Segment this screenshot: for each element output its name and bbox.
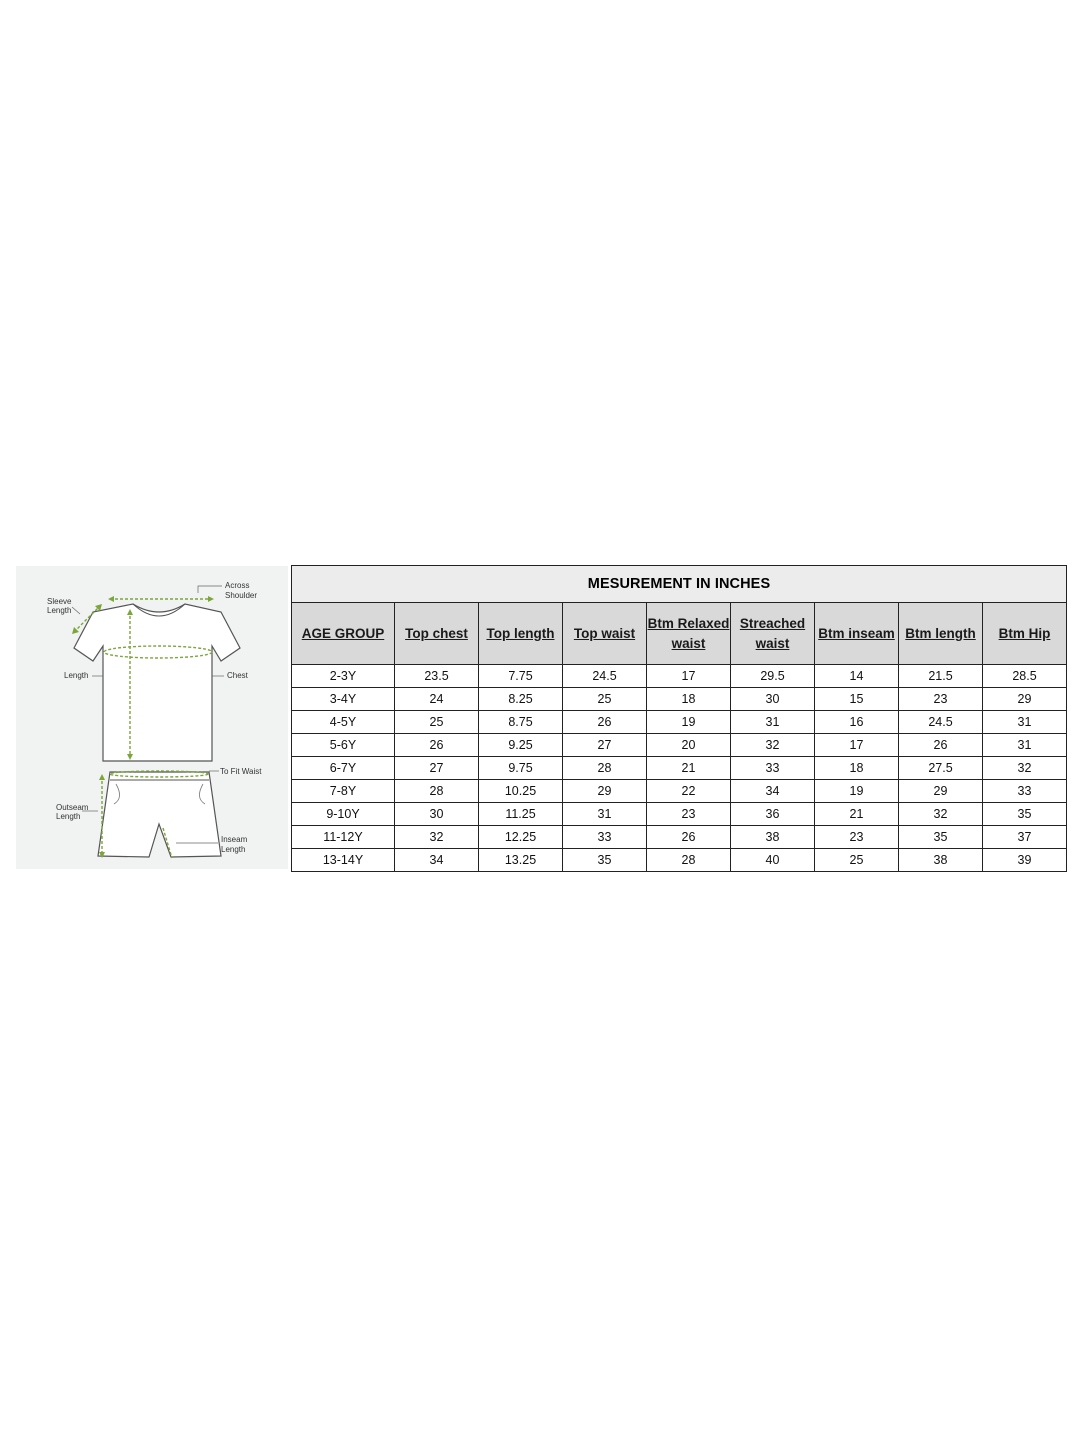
measurement-cell: 18 xyxy=(647,688,731,711)
measurement-cell: 30 xyxy=(731,688,815,711)
measurement-cell: 33 xyxy=(731,757,815,780)
measurement-cell: 7.75 xyxy=(479,665,563,688)
outseam-length-label: Outseam Length xyxy=(56,803,89,821)
measurement-diagram xyxy=(16,566,288,869)
measurement-cell: 32 xyxy=(731,734,815,757)
header-age-group: AGE GROUP xyxy=(292,603,395,665)
measurement-cell: 31 xyxy=(983,711,1067,734)
to-fit-waist-label: To Fit Waist xyxy=(220,767,262,776)
measurement-cell: 29 xyxy=(983,688,1067,711)
measurement-cell: 25 xyxy=(395,711,479,734)
measurement-cell: 23 xyxy=(815,826,899,849)
measurement-cell: 17 xyxy=(815,734,899,757)
header-btm-length: Btm length xyxy=(899,603,983,665)
measurement-cell: 23 xyxy=(899,688,983,711)
age-group-cell: 13-14Y xyxy=(292,849,395,872)
measurement-cell: 8.75 xyxy=(479,711,563,734)
measurement-cell: 40 xyxy=(731,849,815,872)
table-title-row xyxy=(292,566,1067,603)
measurement-cell: 14 xyxy=(815,665,899,688)
measurement-cell: 33 xyxy=(983,780,1067,803)
age-group-cell: 3-4Y xyxy=(292,688,395,711)
table-row xyxy=(292,711,1067,734)
table-body xyxy=(292,665,1067,872)
measurement-cell: 9.25 xyxy=(479,734,563,757)
measurement-cell: 31 xyxy=(563,803,647,826)
header-top-chest: Top chest xyxy=(395,603,479,665)
measurement-cell: 9.75 xyxy=(479,757,563,780)
age-group-cell: 6-7Y xyxy=(292,757,395,780)
measurement-cell: 24.5 xyxy=(563,665,647,688)
measurement-cell: 34 xyxy=(731,780,815,803)
measurement-cell: 27 xyxy=(563,734,647,757)
measurement-cell: 25 xyxy=(815,849,899,872)
measurement-cell: 16 xyxy=(815,711,899,734)
table-row xyxy=(292,665,1067,688)
age-group-cell: 4-5Y xyxy=(292,711,395,734)
sleeve-length-label: Sleeve Length xyxy=(47,597,72,615)
measurement-cell: 38 xyxy=(731,826,815,849)
measurement-cell: 27.5 xyxy=(899,757,983,780)
header-btm-hip: Btm Hip xyxy=(983,603,1067,665)
measurement-cell: 23 xyxy=(647,803,731,826)
measurement-cell: 17 xyxy=(647,665,731,688)
measurement-cell: 32 xyxy=(899,803,983,826)
size-chart xyxy=(291,565,1067,872)
measurement-table xyxy=(291,565,1067,872)
measurement-cell: 13.25 xyxy=(479,849,563,872)
measurement-cell: 35 xyxy=(899,826,983,849)
measurement-cell: 8.25 xyxy=(479,688,563,711)
header-btm-relaxed-waist: Btm Relaxed waist xyxy=(647,603,731,665)
table-row xyxy=(292,734,1067,757)
inseam-length-label: Inseam Length xyxy=(221,835,248,854)
measurement-cell: 23.5 xyxy=(395,665,479,688)
measurement-cell: 15 xyxy=(815,688,899,711)
table-row xyxy=(292,780,1067,803)
chest-label: Chest xyxy=(227,671,248,680)
garment-illustration xyxy=(16,566,288,869)
measurement-cell: 26 xyxy=(899,734,983,757)
measurement-cell: 31 xyxy=(731,711,815,734)
measurement-cell: 28.5 xyxy=(983,665,1067,688)
measurement-cell: 24 xyxy=(395,688,479,711)
table-row xyxy=(292,688,1067,711)
measurement-cell: 26 xyxy=(563,711,647,734)
age-group-cell: 9-10Y xyxy=(292,803,395,826)
measurement-cell: 35 xyxy=(983,803,1067,826)
measurement-cell: 28 xyxy=(395,780,479,803)
measurement-cell: 31 xyxy=(983,734,1067,757)
measurement-cell: 33 xyxy=(563,826,647,849)
measurement-cell: 39 xyxy=(983,849,1067,872)
measurement-cell: 18 xyxy=(815,757,899,780)
measurement-cell: 25 xyxy=(563,688,647,711)
measurement-cell: 29.5 xyxy=(731,665,815,688)
table-row xyxy=(292,849,1067,872)
measurement-cell: 35 xyxy=(563,849,647,872)
measurement-cell: 20 xyxy=(647,734,731,757)
header-btm-inseam: Btm inseam xyxy=(815,603,899,665)
measurement-cell: 32 xyxy=(983,757,1067,780)
measurement-cell: 22 xyxy=(647,780,731,803)
measurement-cell: 24.5 xyxy=(899,711,983,734)
measurement-cell: 21 xyxy=(647,757,731,780)
table-row xyxy=(292,757,1067,780)
measurement-cell: 10.25 xyxy=(479,780,563,803)
header-streached-waist: Streached waist xyxy=(731,603,815,665)
table-header-row xyxy=(292,603,1067,665)
age-group-cell: 5-6Y xyxy=(292,734,395,757)
measurement-cell: 29 xyxy=(563,780,647,803)
measurement-cell: 37 xyxy=(983,826,1067,849)
measurement-cell: 19 xyxy=(647,711,731,734)
measurement-cell: 28 xyxy=(647,849,731,872)
header-top-waist: Top waist xyxy=(563,603,647,665)
measurement-cell: 29 xyxy=(899,780,983,803)
table-title: MESUREMENT IN INCHES xyxy=(292,566,1067,603)
age-group-cell: 7-8Y xyxy=(292,780,395,803)
measurement-cell: 38 xyxy=(899,849,983,872)
measurement-cell: 26 xyxy=(647,826,731,849)
measurement-cell: 28 xyxy=(563,757,647,780)
measurement-cell: 26 xyxy=(395,734,479,757)
length-label: Length xyxy=(64,671,89,680)
measurement-cell: 21 xyxy=(815,803,899,826)
measurement-cell: 12.25 xyxy=(479,826,563,849)
table-row xyxy=(292,826,1067,849)
measurement-cell: 36 xyxy=(731,803,815,826)
measurement-cell: 21.5 xyxy=(899,665,983,688)
across-shoulder-label: Across Shoulder xyxy=(225,581,258,600)
age-group-cell: 11-12Y xyxy=(292,826,395,849)
measurement-cell: 27 xyxy=(395,757,479,780)
table-row xyxy=(292,803,1067,826)
measurement-cell: 34 xyxy=(395,849,479,872)
measurement-cell: 32 xyxy=(395,826,479,849)
age-group-cell: 2-3Y xyxy=(292,665,395,688)
measurement-cell: 30 xyxy=(395,803,479,826)
measurement-cell: 19 xyxy=(815,780,899,803)
header-top-length: Top length xyxy=(479,603,563,665)
tshirt-outline xyxy=(74,604,240,761)
measurement-cell: 11.25 xyxy=(479,803,563,826)
